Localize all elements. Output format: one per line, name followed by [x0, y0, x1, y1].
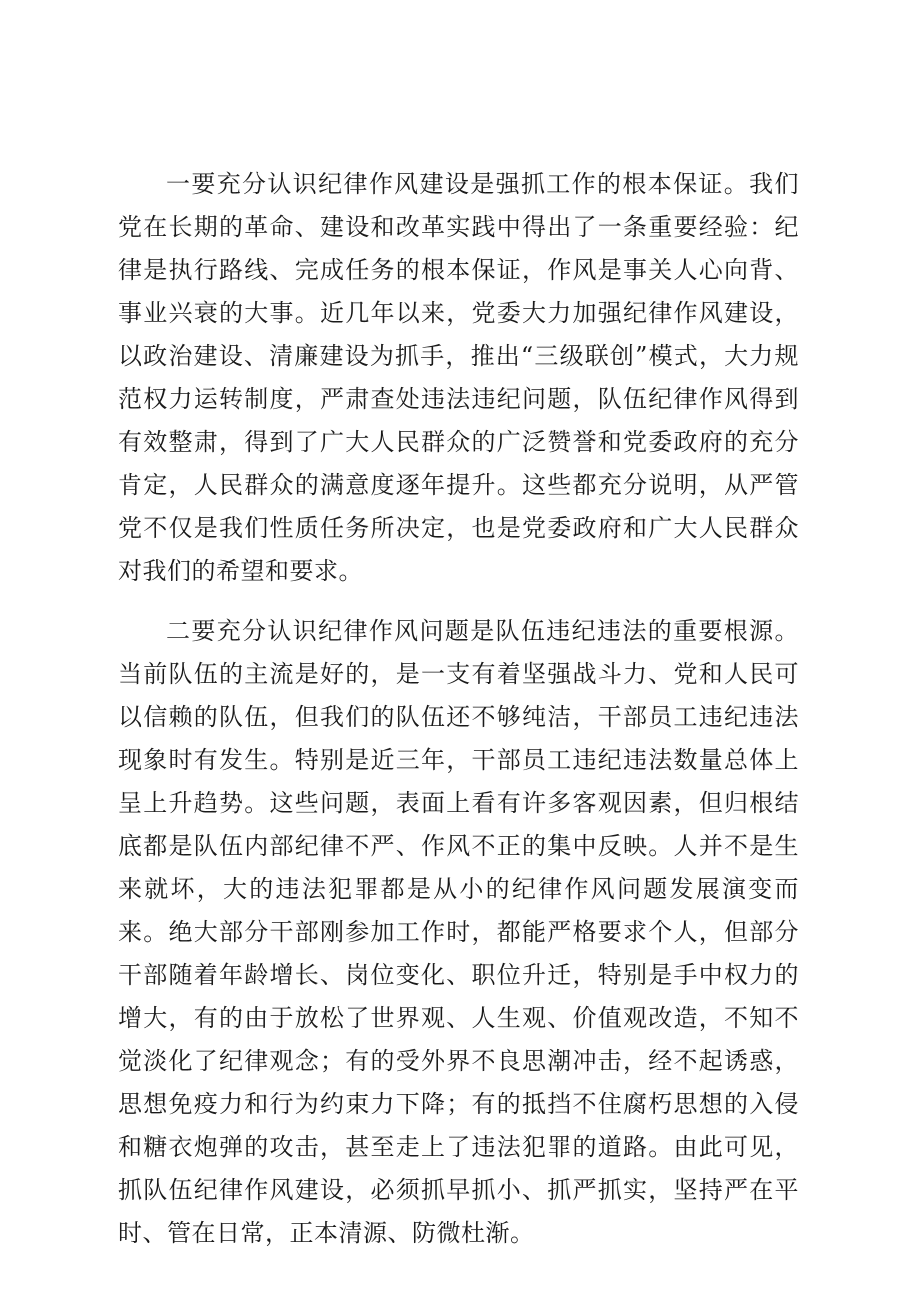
paragraph-2: 二要充分认识纪律作风问题是队伍违纪违法的重要根源。当前队伍的主流是好的，是一支有着坚强战斗力、党和人民可以信赖的队伍，但我们的队伍还不够纯洁，干部员工违纪违法现象时有发生。特别是近三年，干部员工违纪违法数量总体上呈上升趋势。这些问题，表面上看有许多客观因素，但归根结底都是队伍内部纪律不严、作风不正的集中反映。人并不是生来就坏，大的违法犯罪都是从小的纪律作风问题发展演变而来。绝大部分干部刚参加工作时，都能严格要求个人，但部分干部随着年龄增长、岗位变化、职位升迁，特别是手中权力的增大，有的由于放松了世界观、人生观、价值观改造，不知不觉淡化了纪律观念；有的受外界不良思潮冲击，经不起诱惑，思想免疫力和行为约束力下降；有的抵挡不住腐朽思想的入侵和糖衣炮弹的攻击，甚至走上了违法犯罪的道路。由此可见，抓队伍纪律作风建设，必须抓早抓小、抓严抓实，坚持严在平时、管在日常，正本清源、防微杜渐。 [118, 617, 799, 1247]
paragraph-1: 一要充分认识纪律作风建设是强抓工作的根本保证。我们党在长期的革命、建设和改革实践中得出了一条重要经验：纪律是执行路线、完成任务的根本保证，作风是事关人心向背、事业兴衰的大事。近几年以来，党委大力加强纪律作风建设，以政治建设、清廉建设为抓手，推出“三级联创”模式，大力规范权力运转制度，严肃查处违法违纪问题，队伍纪律作风得到有效整肃，得到了广大人民群众的广泛赞誉和党委政府的充分肯定，人民群众的满意度逐年提升。这些都充分说明，从严管党不仅是我们性质任务所决定，也是党委政府和广大人民群众对我们的希望和要求。 [118, 170, 799, 585]
document-body [118, 163, 799, 1255]
